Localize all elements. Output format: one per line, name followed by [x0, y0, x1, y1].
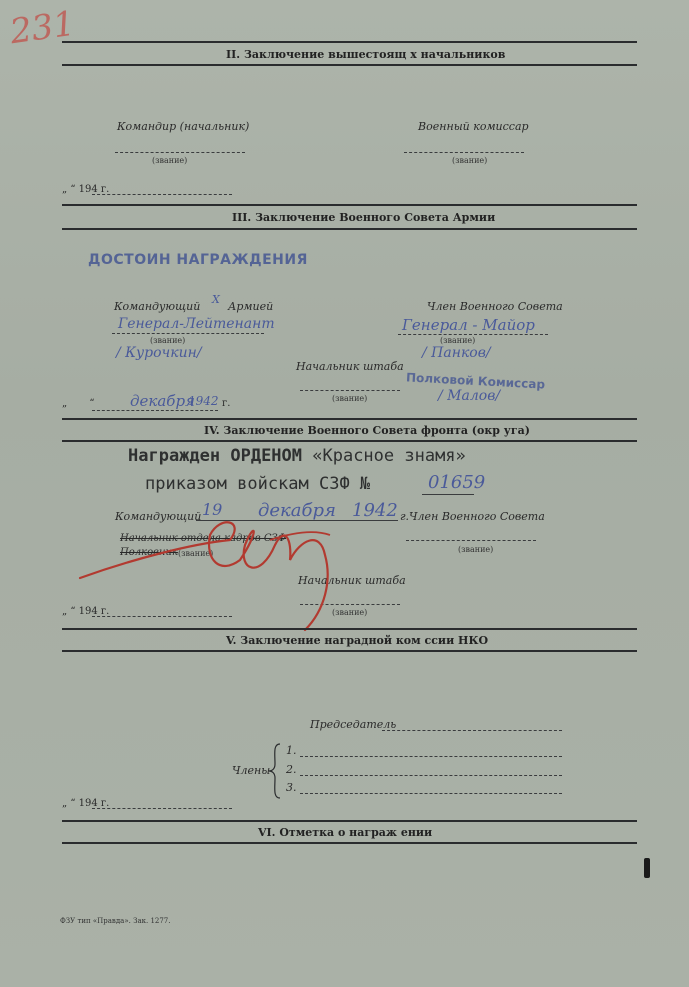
section6-title: VI. Отметка о награж ении [258, 826, 433, 839]
section4-date-line: „ “ 194 г. [62, 606, 110, 617]
commissar-name: / Малов/ [438, 388, 501, 404]
archive-corner-number: 231 [7, 3, 78, 53]
front-commander-label: Командующий [115, 510, 202, 523]
army-commander-rank: Генерал-Лейтенант [118, 316, 275, 332]
front-council-member-line [406, 540, 536, 541]
order-number: 01659 [428, 472, 486, 493]
section5-title: V. Заключение наградной ком ссии НКО [226, 634, 489, 647]
printer-imprint: ФЗУ тип «Правда». Зак. 1277. [60, 917, 171, 925]
award-typed-line-1 [128, 446, 466, 466]
chief-of-staff-line [300, 390, 400, 391]
council-member-name: / Панков/ [422, 345, 491, 361]
member-line-1 [300, 756, 562, 757]
council-member-rank-line [398, 334, 548, 335]
award-typed-order: ОРДЕНОМ [230, 446, 303, 466]
section2-commander-rank-caption: (звание) [152, 156, 188, 165]
section3-date-quote: „ “ [62, 398, 95, 409]
chief-of-staff-label: Начальник штаба [296, 360, 404, 373]
chairman-label: Председатель [310, 718, 397, 731]
section3-date-underline [92, 410, 218, 411]
front-commander-rank-caption: (звание) [178, 549, 214, 558]
army-commander-label: Командующий [114, 300, 201, 313]
front-council-member-label: г.Член Военного Совета [400, 510, 545, 523]
section5-bottom-rule [62, 650, 637, 652]
cadre-chief-label: Начальник отдела кадров СЗФ [120, 533, 286, 544]
section2-commissar-label: Военный комиссар [418, 120, 529, 133]
section5-date-underline [92, 808, 232, 809]
front-chief-of-staff-label: Начальник штаба [298, 574, 406, 587]
award-typed-line-2: приказом войскам СЗФ № [145, 474, 371, 494]
section2-date-underline [92, 194, 232, 195]
council-member-label: Член Военного Совета [427, 300, 563, 313]
front-council-member-rank-caption: (звание) [458, 545, 494, 554]
chairman-line [382, 730, 562, 731]
section3-title: III. Заключение Военного Совета Армии [232, 211, 496, 224]
award-typed-awarded: Награжден [128, 446, 231, 466]
army-suffix: Армией [228, 300, 274, 313]
section3-bottom-rule [62, 228, 637, 230]
army-commander-rank-line [112, 333, 264, 334]
approval-stamp: ДОСТОИН НАГРАЖДЕНИЯ [88, 252, 308, 268]
commissar-stamp: Полковой Комиссар [405, 370, 546, 392]
front-chief-of-staff-rank-caption: (звание) [332, 608, 368, 617]
members-brace-icon [268, 742, 282, 800]
section2-date-line: „ “ 194 г. [62, 184, 110, 195]
section3-date-year: 1942 [188, 394, 219, 408]
council-member-rank-caption: (звание) [440, 336, 476, 345]
section4-top-rule [62, 418, 637, 420]
section3-date-suffix: г. [222, 398, 231, 409]
section2-commander-line [115, 152, 245, 153]
section2-top-rule [62, 41, 637, 43]
section3-top-rule [62, 204, 637, 206]
section5-top-rule [62, 628, 637, 630]
members-label: Члены [232, 764, 271, 777]
section2-title: II. Заключение вышестоящ х начальников [226, 48, 506, 61]
chief-of-staff-rank-caption: (звание) [332, 394, 368, 403]
council-member-rank: Генерал - Майор [402, 316, 535, 334]
cadre-chief-rank: Полковник [120, 547, 178, 558]
army-commander-name: / Курочкин/ [116, 345, 202, 361]
army-commander-rank-caption: (звание) [150, 336, 186, 345]
member-number-1: 1. [286, 744, 297, 757]
section6-bottom-rule [62, 842, 637, 844]
front-date-day: 19 [202, 500, 223, 519]
member-number-2: 2. [286, 763, 297, 776]
section3-date-month: декабря [130, 392, 195, 410]
section4-bottom-rule [62, 440, 637, 442]
member-line-2 [300, 775, 562, 776]
member-line-3 [300, 793, 562, 794]
section5-date-line: „ “ 194 г. [62, 798, 110, 809]
punch-hole-mark [644, 858, 650, 878]
member-number-3: 3. [286, 781, 297, 794]
section6-top-rule [62, 820, 637, 822]
front-date-month: декабря [258, 500, 336, 521]
section4-title: IV. Заключение Военного Совета фронта (окр уга) [204, 424, 530, 437]
section2-commissar-rank-caption: (звание) [452, 156, 488, 165]
award-typed-order-name: «Красное знамя» [302, 446, 466, 466]
section2-commander-label: Командир (начальник) [117, 120, 250, 133]
section2-bottom-rule [62, 64, 637, 66]
front-date-year: 1942 [352, 500, 398, 521]
army-number: X [212, 293, 220, 306]
order-number-underline [422, 494, 474, 495]
section2-commissar-line [404, 152, 524, 153]
